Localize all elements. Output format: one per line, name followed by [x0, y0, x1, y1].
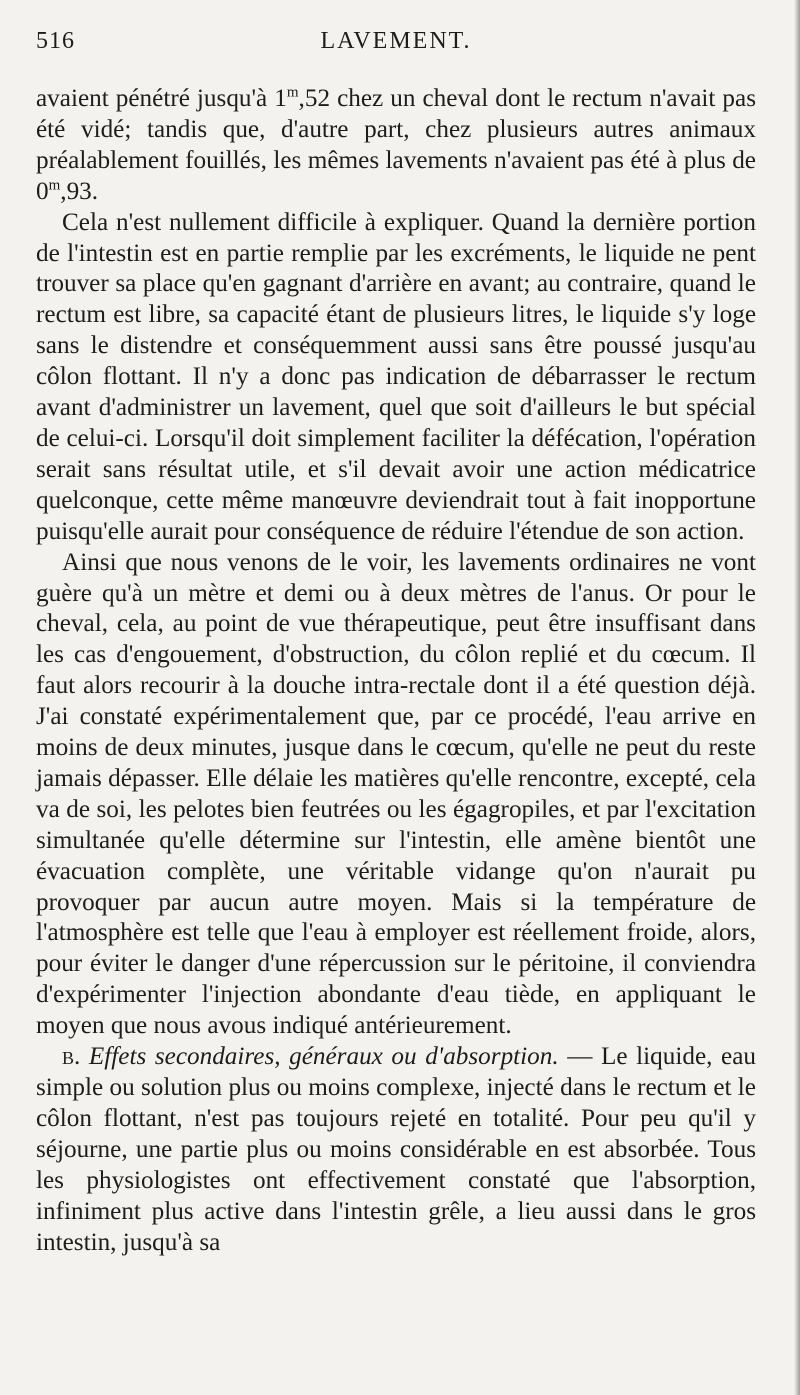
- page-header: [36, 28, 756, 72]
- section-label: b.: [62, 1043, 81, 1071]
- p4-text: — Le liquide, eau simple ou solution plus ou moins complexe, injecté dans le rectum et le côlon flottant, n'est pas toujours rejeté en totalité. Pour peu qu'il y séjourne, une partie plus ou moins considérable en est absorbée. Tous les physiologistes ont effectivement constaté que l'absorption, infiniment plus active dans l'intestin grêle, a lieu aussi dans le gros intestin, jusqu'à sa: [36, 1043, 756, 1256]
- paragraph-3: Ainsi que nous venons de le voir, les lavements ordinaires ne vont guère qu'à un mètre et demi ou à deux mètres de l'anus. Or pour le cheval, cela, au point de vue thérapeutique, peut être insuffisant dans les cas d'engouement, d'obstruction, du côlon replié et du cœcum. Il faut alors recourir à la douche intra-rectale dont il a été question déjà. J'ai constaté expérimentalement que, par ce procédé, l'eau arrive en moins de deux minutes, jusque dans le cœcum, qu'elle ne peut du reste jamais dépasser. Elle délaie les matières qu'elle rencontre, excepté, cela va de soi, les pelotes bien feutrées ou les égagropiles, et par l'excitation simultanée qu'elle détermine sur l'intestin, elle amène bientôt une évacuation complète, une véritable vidange qu'on n'aurait pu provoquer par aucun autre moyen. Mais si la température de l'atmosphère est telle que l'eau à employer est réellement froide, alors, pour éviter le danger d'une répercussion sur le péritoine, il conviendra d'expérimenter l'injection abondante d'eau tiède, en appliquant le moyen que nous avous indiqué antérieurement.: [36, 548, 756, 1040]
- paragraph-4: [36, 1042, 756, 1258]
- section-title: Effets secondaires, généraux ou d'absorption.: [88, 1043, 559, 1071]
- paragraph-1: [36, 84, 756, 208]
- body-text: [36, 84, 756, 1258]
- paragraph-2: Cela n'est nullement difficile à expliquer. Quand la dernière portion de l'intestin est en partie remplie par les excréments, le liquide ne pent trouver sa place qu'en gagnant d'arrière en avant; au contraire, quand le rectum est libre, sa capacité étant de plusieurs litres, le liquide s'y loge sans le distendre et conséquemment aussi sans être poussé jusqu'au côlon flottant. Il n'y a donc pas indication de débarrasser le rectum avant d'administrer un lavement, quel que soit d'ailleurs le but spécial de celui-ci. Lorsqu'il doit simplement faciliter la défécation, l'opération serait sans résultat utile, et s'il devait avoir une action médicatrice quelconque, cette même manœuvre deviendrait tout à fait inopportune puisqu'elle aurait pour conséquence de réduire l'étendue de son action.: [36, 208, 756, 545]
- running-head: LAVEMENT.: [320, 28, 472, 54]
- p1-unit-2: m: [48, 177, 61, 194]
- p1-text-a: avaient pénétré jusqu'à 1: [36, 85, 287, 112]
- p1-unit-1: m: [286, 84, 299, 101]
- p1-text-c: ,93.: [60, 177, 99, 205]
- p1-text-b: ,52 chez un cheval dont le rectum n'avait pas été vidé; tandis que, d'autre part, chez plusieurs autres animaux préalablement fouillés, les mêmes lavements n'avaient pas été à plus de 0: [36, 85, 756, 205]
- page-number: 516: [36, 28, 75, 54]
